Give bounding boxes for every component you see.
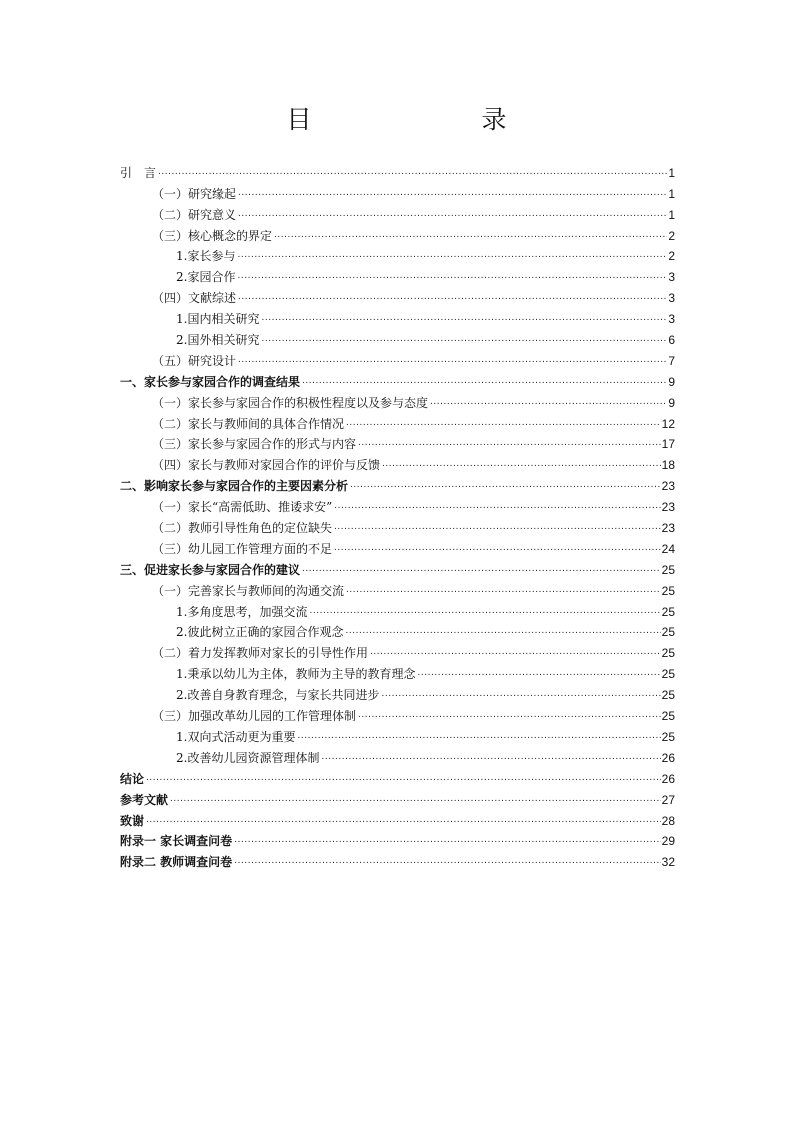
toc-entry-label: （三）家长参与家园合作的形式与内容	[152, 437, 357, 452]
toc-leader-dots	[302, 373, 667, 388]
toc-entry-label: 参考文献	[120, 792, 169, 807]
toc-page-number: 29	[661, 834, 675, 849]
toc-entry-label: 结论	[120, 771, 145, 786]
toc-entry[interactable]	[120, 849, 675, 870]
toc-entry[interactable]	[120, 285, 675, 306]
toc-entry[interactable]	[120, 787, 675, 808]
toc-leader-dots	[146, 770, 661, 785]
toc-entry[interactable]	[120, 808, 675, 829]
toc-entry-label: 附录二 教师调查问卷	[120, 855, 233, 870]
toc-entry[interactable]	[120, 766, 675, 787]
toc-leader-dots	[358, 435, 661, 450]
toc-leader-dots	[346, 582, 661, 597]
toc-entry-label: 2.改善自身教育理念，与家长共同进步	[176, 688, 380, 703]
toc-entry[interactable]	[120, 452, 675, 473]
toc-leader-dots	[381, 686, 660, 701]
toc-entry[interactable]	[120, 223, 675, 244]
toc-page-number: 1	[668, 165, 675, 180]
toc-page-number: 3	[668, 291, 675, 306]
toc-entry-label: 2.彼此树立正确的家园合作观念	[176, 625, 344, 640]
toc-entry[interactable]	[120, 578, 675, 599]
toc-page-number: 24	[661, 541, 675, 556]
toc-entry[interactable]	[120, 724, 675, 745]
toc-entry[interactable]	[120, 348, 675, 369]
toc-entry[interactable]	[120, 536, 675, 557]
toc-leader-dots	[146, 812, 661, 827]
toc-entry[interactable]	[120, 515, 675, 536]
toc-leader-dots	[261, 310, 667, 325]
toc-leader-dots	[234, 853, 660, 868]
table-of-contents	[120, 160, 675, 870]
toc-entry-label: 2.家园合作	[176, 270, 236, 285]
toc-leader-dots	[302, 561, 661, 576]
toc-leader-dots	[345, 623, 660, 638]
toc-page-number: 7	[668, 353, 675, 368]
toc-leader-dots	[238, 352, 667, 367]
toc-entry-label: 附录一 家长调查问卷	[120, 834, 233, 849]
toc-entry[interactable]	[120, 682, 675, 703]
toc-entry-label: 2.国外相关研究	[176, 333, 260, 348]
toc-entry[interactable]	[120, 264, 675, 285]
toc-page-number: 23	[661, 479, 675, 494]
toc-page-number: 2	[668, 228, 675, 243]
toc-leader-dots	[370, 644, 661, 659]
toc-page-number: 26	[661, 750, 675, 765]
toc-entry[interactable]	[120, 745, 675, 766]
toc-leader-dots	[237, 247, 667, 262]
toc-entry-label: （二）研究意义	[152, 207, 237, 222]
toc-page-number: 25	[661, 729, 675, 744]
page-title: 目 录	[286, 105, 547, 134]
toc-leader-dots	[261, 331, 667, 346]
toc-page-number: 18	[661, 458, 675, 473]
toc-page-number: 26	[661, 771, 675, 786]
toc-leader-dots	[274, 227, 667, 242]
toc-page-number: 17	[661, 437, 675, 452]
toc-leader-dots	[321, 749, 660, 764]
toc-entry-label: 三、促进家长参与家园合作的建议	[120, 562, 301, 577]
toc-page-number: 25	[661, 646, 675, 661]
toc-leader-dots	[334, 498, 660, 513]
toc-page-number: 1	[668, 186, 675, 201]
toc-page-number: 25	[661, 604, 675, 619]
toc-entry[interactable]	[120, 244, 675, 265]
toc-entry[interactable]	[120, 620, 675, 641]
toc-entry[interactable]	[120, 160, 675, 181]
toc-leader-dots	[334, 540, 661, 555]
toc-entry[interactable]	[120, 411, 675, 432]
toc-page-number: 25	[661, 709, 675, 724]
toc-entry-label: （二）教师引导性角色的定位缺失	[152, 521, 333, 536]
toc-entry-label: （三）幼儿园工作管理方面的不足	[152, 541, 333, 556]
toc-page-number: 25	[661, 625, 675, 640]
toc-entry-label: 1.秉承以幼儿为主体，教师为主导的教育理念	[176, 667, 416, 682]
toc-entry-label: 2.改善幼儿园资源管理体制	[176, 750, 320, 765]
toc-entry[interactable]	[120, 599, 675, 620]
toc-leader-dots	[382, 456, 661, 471]
toc-entry[interactable]	[120, 327, 675, 348]
toc-entry-label: 引 言	[120, 165, 157, 180]
toc-page-number: 12	[661, 416, 675, 431]
toc-entry[interactable]	[120, 829, 675, 850]
toc-leader-dots	[158, 164, 667, 179]
toc-entry[interactable]	[120, 390, 675, 411]
toc-entry-label: （三）加强改革幼儿园的工作管理体制	[152, 709, 357, 724]
toc-page-number: 3	[668, 312, 675, 327]
toc-page-number: 2	[668, 249, 675, 264]
toc-leader-dots	[238, 185, 667, 200]
toc-entry[interactable]	[120, 369, 675, 390]
toc-page-number: 25	[661, 688, 675, 703]
toc-entry-label: 1.双向式活动更为重要	[176, 729, 296, 744]
toc-entry-label: （四）家长与教师对家园合作的评价与反馈	[152, 458, 381, 473]
toc-leader-dots	[170, 791, 661, 806]
toc-entry-label: （一）家长“高需低助、推诿求安”	[152, 500, 333, 515]
toc-entry-label: （二）着力发挥教师对家长的引导性作用	[152, 646, 369, 661]
toc-leader-dots	[297, 728, 660, 743]
toc-entry-label: （二）家长与教师间的具体合作情况	[152, 416, 345, 431]
toc-entry[interactable]	[120, 432, 675, 453]
toc-entry-label: 一、家长参与家园合作的调查结果	[120, 374, 301, 389]
toc-entry-label: （五）研究设计	[152, 353, 237, 368]
toc-entry-label: （三）核心概念的界定	[152, 228, 273, 243]
toc-leader-dots	[238, 289, 667, 304]
toc-entry[interactable]	[120, 557, 675, 578]
toc-leader-dots	[350, 477, 661, 492]
toc-entry[interactable]	[120, 306, 675, 327]
toc-page-number: 9	[668, 395, 675, 410]
toc-page-number: 28	[661, 813, 675, 828]
toc-entry[interactable]	[120, 640, 675, 661]
toc-leader-dots	[309, 603, 660, 618]
toc-entry-label: （一）完善家长与教师间的沟通交流	[152, 583, 345, 598]
toc-entry-label: 致谢	[120, 813, 145, 828]
toc-page-number: 23	[661, 500, 675, 515]
toc-leader-dots	[234, 832, 660, 847]
toc-entry[interactable]	[120, 703, 675, 724]
toc-page-number: 32	[661, 855, 675, 870]
toc-page-number: 1	[668, 207, 675, 222]
toc-entry-label: 二、影响家长参与家园合作的主要因素分析	[120, 479, 349, 494]
toc-page-number: 3	[668, 270, 675, 285]
toc-entry-label: 1.多角度思考，加强交流	[176, 604, 308, 619]
toc-page-number: 27	[661, 792, 675, 807]
toc-entry[interactable]	[120, 661, 675, 682]
toc-entry[interactable]	[120, 181, 675, 202]
toc-leader-dots	[237, 268, 667, 283]
toc-leader-dots	[417, 665, 660, 680]
toc-entry[interactable]	[120, 494, 675, 515]
toc-page-number: 25	[661, 667, 675, 682]
toc-entry-label: （四）文献综述	[152, 291, 237, 306]
toc-leader-dots	[358, 707, 661, 722]
toc-page-number: 25	[661, 562, 675, 577]
toc-page-number: 25	[661, 583, 675, 598]
toc-entry[interactable]	[120, 202, 675, 223]
toc-leader-dots	[238, 206, 667, 221]
toc-leader-dots	[334, 519, 661, 534]
toc-leader-dots	[430, 394, 667, 409]
toc-entry-label: （一）家长参与家园合作的积极性程度以及参与态度	[152, 395, 429, 410]
toc-entry-label: 1.国内相关研究	[176, 312, 260, 327]
toc-page-number: 6	[668, 333, 675, 348]
toc-page-number: 23	[661, 521, 675, 536]
toc-entry-label: （一）研究缘起	[152, 186, 237, 201]
toc-page-number: 9	[668, 374, 675, 389]
toc-leader-dots	[346, 415, 661, 430]
toc-entry[interactable]	[120, 473, 675, 494]
toc-entry-label: 1.家长参与	[176, 249, 236, 264]
